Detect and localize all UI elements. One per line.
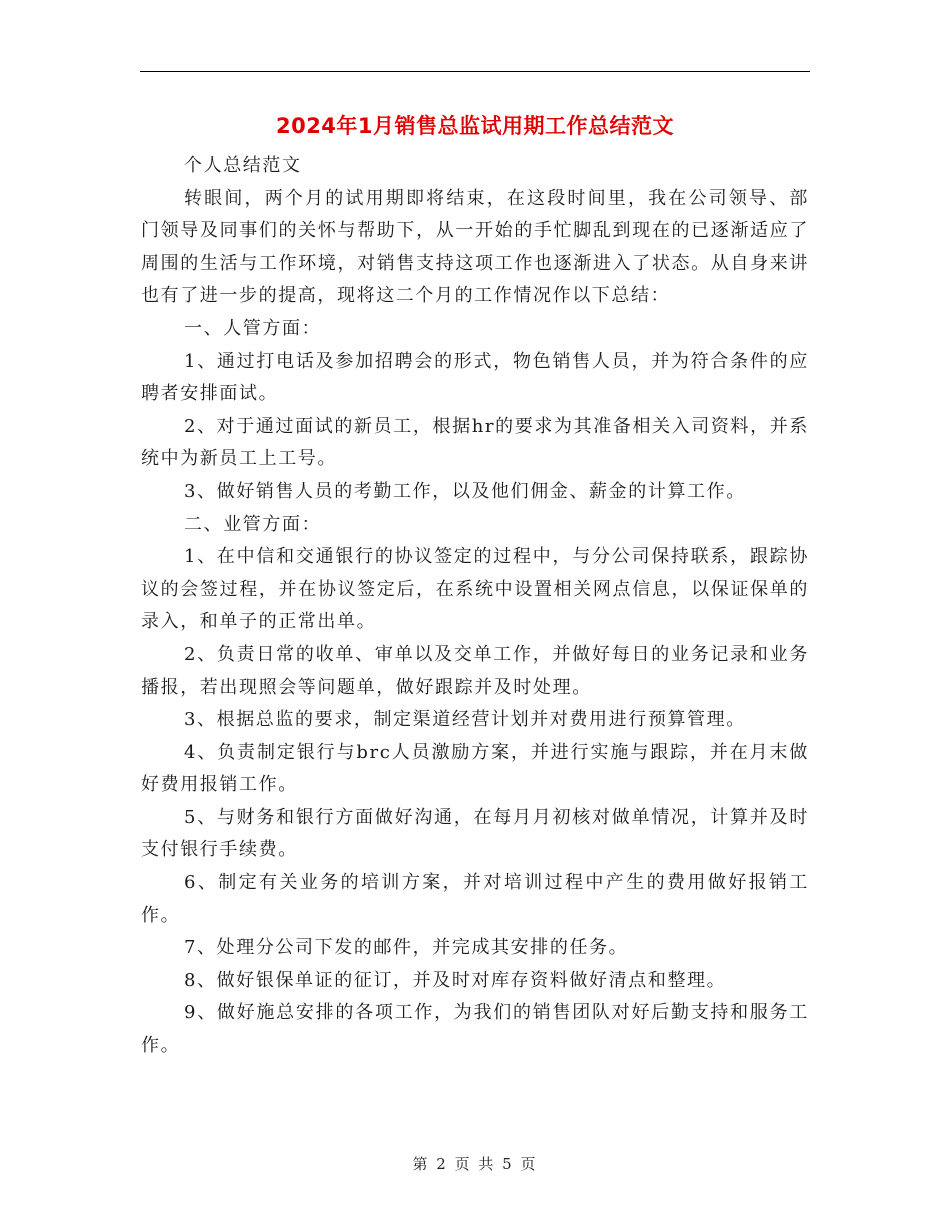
list-item: 2、对于通过面试的新员工，根据hr的要求为其准备相关入司资料，并系统中为新员工上工号。 (141, 415, 809, 470)
list-item: 4、负责制定银行与brc人员激励方案，并进行实施与跟踪，并在月末做好费用报销工作。 (141, 741, 809, 796)
list-item: 1、在中信和交通银行的协议签定的过程中，与分公司保持联系，跟踪协议的会签过程，并在协议签定后，在系统中设置相关网点信息，以保证保单的录入，和单子的正常出单。 (141, 546, 809, 633)
list-item: 7、处理分公司下发的邮件，并完成其安排的任务。 (184, 937, 629, 959)
list-item: 5、与财务和银行方面做好沟通，在每月月初核对做单情况，计算并及时支付银行手续费。 (141, 806, 809, 861)
list-item: 6、制定有关业务的培训方案，并对培训过程中产生的费用做好报销工作。 (141, 872, 809, 926)
section-heading-personnel: 一、人管方面： (184, 317, 322, 339)
section-heading-business: 二、业管方面： (184, 513, 322, 535)
paragraph-subtitle: 个人总结范文 (184, 155, 302, 176)
document-title: 2024年1月销售总监试用期工作总结范文 (275, 114, 675, 138)
page-number-footer: 第 2 页 共 5 页 (412, 1155, 538, 1173)
paragraph-intro: 转眼间，两个月的试用期即将结束，在这段时间里，我在公司领导、部门领导及同事们的关怀与帮助下，从一开始的手忙脚乱到现在的已逐渐适应了周围的生活与工作环境，对销售支持这项工作也逐渐进入了状态。从自身来讲也有了进一步的提高，现将这二个月的工作情况作以下总结： (141, 187, 809, 307)
list-item: 2、负责日常的收单、审单以及交单工作，并做好每日的业务记录和业务播报，若出现照会等问题单，做好跟踪并及时处理。 (141, 643, 809, 698)
header-rule (140, 71, 810, 72)
list-item: 1、通过打电话及参加招聘会的形式，物色销售人员，并为符合条件的应聘者安排面试。 (141, 350, 809, 405)
list-item: 3、根据总监的要求，制定渠道经营计划并对费用进行预算管理。 (184, 709, 746, 731)
list-item: 8、做好银保单证的征订，并及时对库存资料做好清点和整理。 (184, 969, 727, 991)
list-item: 9、做好施总安排的各项工作，为我们的销售团队对好后勤支持和服务工作。 (141, 1002, 809, 1057)
list-item: 3、做好销售人员的考勤工作，以及他们佣金、薪金的计算工作。 (184, 480, 746, 502)
document-body (141, 150, 809, 1063)
